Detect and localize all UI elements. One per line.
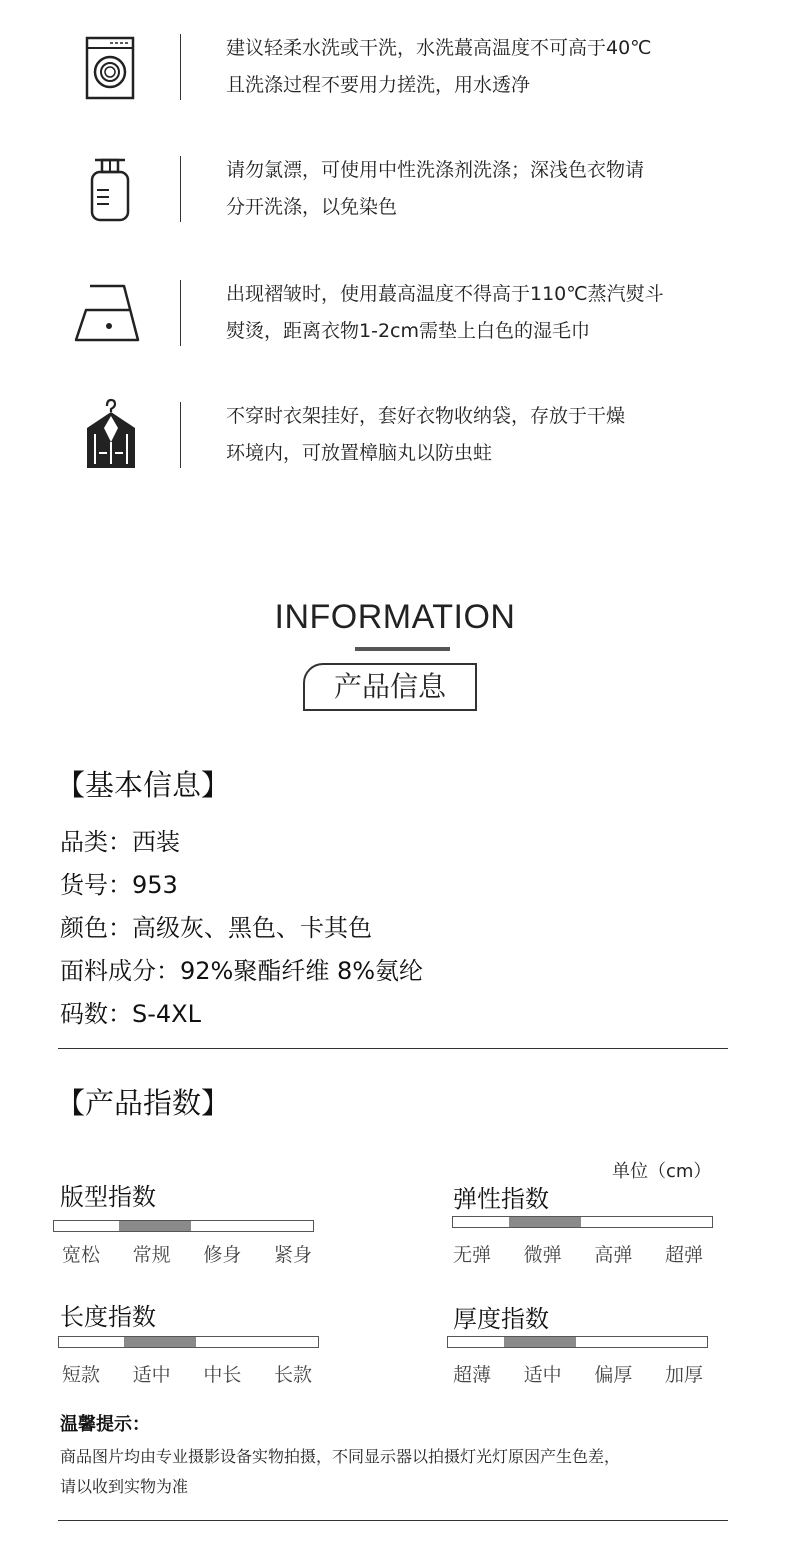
care-divider — [180, 156, 181, 222]
index-label: 超弹 — [664, 1244, 703, 1266]
index-label: 修身 — [203, 1244, 242, 1266]
care-divider — [180, 402, 181, 468]
thickness-index-bar — [447, 1336, 708, 1348]
care-line: 不穿时衣架挂好，套好衣物收纳袋，存放于干燥 — [226, 405, 626, 427]
unit-label: 单位（cm） — [612, 1161, 712, 1182]
care-line: 建议轻柔水洗或干洗，水洗蕞高温度不可高于40℃ — [226, 37, 652, 59]
index-label: 偏厚 — [594, 1364, 633, 1386]
basic-info-title: 【基本信息】 — [56, 768, 231, 802]
index-label: 短款 — [62, 1364, 101, 1386]
heading-underline — [355, 647, 450, 651]
index-label: 微弹 — [523, 1244, 562, 1266]
iron-icon — [72, 278, 152, 350]
index-label: 适中 — [132, 1364, 171, 1386]
care-text — [226, 398, 726, 472]
care-line: 出现褶皱时，使用蕞高温度不得高于110℃蒸汽熨斗 — [226, 283, 664, 305]
care-divider — [180, 34, 181, 100]
thickness-index-title: 厚度指数 — [453, 1305, 549, 1333]
index-label: 常规 — [132, 1244, 171, 1266]
fit-index-fill — [119, 1221, 191, 1231]
care-line: 分开洗涤，以免染色 — [226, 196, 398, 218]
product-index-title: 【产品指数】 — [56, 1086, 231, 1120]
elasticity-index-fill — [509, 1217, 581, 1227]
fit-index-title: 版型指数 — [60, 1183, 156, 1211]
tips-line: 请以收到实物为准 — [60, 1477, 189, 1496]
index-label: 中长 — [203, 1364, 242, 1386]
basic-info-line: 码数：S-4XL — [60, 1000, 201, 1028]
length-index-title: 长度指数 — [60, 1303, 156, 1331]
product-info-label: 产品信息 — [303, 663, 477, 711]
index-label: 适中 — [523, 1364, 562, 1386]
care-line: 熨烫，距离衣物1-2cm需垫上白色的湿毛巾 — [226, 320, 590, 342]
tips-line: 商品图片均由专业摄影设备实物拍摄，不同显示器以拍摄灯光灯原因产生色差， — [60, 1447, 621, 1466]
length-index-bar — [58, 1336, 319, 1348]
care-divider — [180, 280, 181, 346]
elasticity-index-bar — [452, 1216, 713, 1228]
index-label: 超薄 — [453, 1364, 492, 1386]
elasticity-index-labels — [453, 1240, 703, 1267]
index-label: 长款 — [273, 1364, 312, 1386]
care-text — [226, 30, 726, 104]
elasticity-index-title: 弹性指数 — [453, 1185, 549, 1213]
basic-info-line: 颜色：高级灰、黑色、卡其色 — [60, 914, 372, 942]
index-label: 紧身 — [273, 1244, 312, 1266]
tips-title: 温馨提示： — [60, 1414, 150, 1435]
washing-machine-icon — [80, 32, 140, 104]
index-label: 加厚 — [664, 1364, 703, 1386]
index-label: 宽松 — [62, 1244, 101, 1266]
detergent-bottle-icon — [80, 154, 140, 226]
index-label: 高弹 — [594, 1244, 633, 1266]
fit-index-bar — [53, 1220, 314, 1232]
care-text — [226, 276, 726, 350]
care-text — [226, 152, 726, 226]
basic-info-line: 货号：953 — [60, 871, 178, 899]
basic-info-line: 面料成分：92%聚酯纤维 8%氨纶 — [60, 957, 424, 985]
length-index-fill — [124, 1337, 196, 1347]
basic-info-line: 品类：西装 — [60, 828, 180, 856]
bottom-divider — [58, 1520, 728, 1521]
length-index-labels — [62, 1360, 312, 1387]
information-heading: INFORMATION — [274, 598, 516, 636]
thickness-index-fill — [504, 1337, 576, 1347]
garment-hanger-icon — [80, 398, 140, 470]
care-line: 请勿氯漂，可使用中性洗涤剂洗涤；深浅色衣物请 — [226, 159, 645, 181]
fit-index-labels — [62, 1240, 312, 1267]
index-label: 无弹 — [453, 1244, 492, 1266]
care-line: 且洗涤过程不要用力搓洗，用水透净 — [226, 74, 531, 96]
care-line: 环境内，可放置樟脑丸以防虫蛀 — [226, 442, 493, 464]
thickness-index-labels — [453, 1360, 703, 1387]
divider — [58, 1048, 728, 1049]
